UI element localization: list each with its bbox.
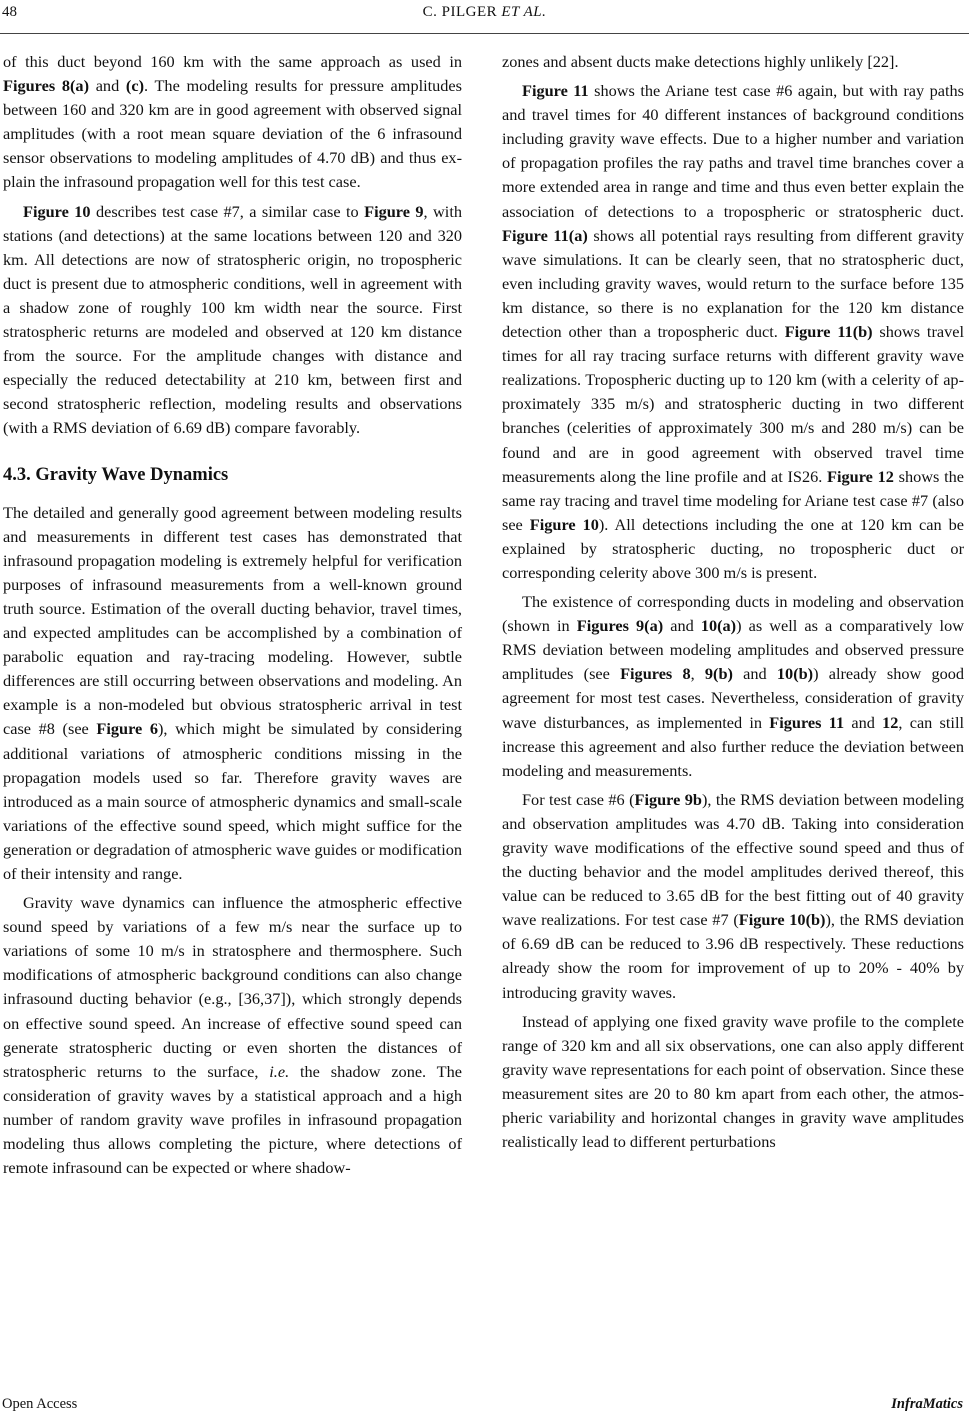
paragraph xyxy=(502,79,964,585)
figure-ref: Figure 10 xyxy=(529,514,599,534)
paragraph xyxy=(502,1010,964,1155)
text-run: shows all potential rays resulting from different gravity wave simulations. It can be clearly seen, that no stratospheric duct, even including gravity waves, would return to the surface before 135 km distance, so there is no explanation for the 120 km distance detection other than a tropospheric duct. xyxy=(502,225,964,342)
paragraph xyxy=(3,501,462,887)
text-run: ), which might be simulated by considering additional variations of atmospheric conditions missing in the propagation models used so far. Therefore gravity waves are introduced as a main source of atmospheric dynamics and small-scale variations of the effective sound speed, which might suffice for the generation or degradation of atmospheric wave guides or modification of their intensity and range. xyxy=(3,719,462,883)
figure-ref: (c) xyxy=(125,76,144,96)
text-run: . The modeling results for pressure amplitudes between 160 and 320 km are in good agreement with observed signal amplitudes (with a root mean square deviation of the 6 infrasound sensor observations to modeling amplitudes of 4.70 dB) and thus explain the infrasound propagation well for this test case. xyxy=(3,76,462,192)
text-run: , can still increase this agreement and also further reduce the deviation between modeling and measurements. xyxy=(502,712,964,780)
text-run: zones and absent ducts make detections highly unlikely [22]. xyxy=(502,52,899,71)
figure-ref: Figure 6 xyxy=(96,719,159,739)
figure-ref: Figure 11 xyxy=(522,81,589,101)
text-run: ), the RMS deviation of 6.69 dB can be reduced to 3.96 dB respectively. These reductions already show the room for improvement of up to 20% - 40% by introducing gravity waves. xyxy=(502,910,965,1002)
right-column xyxy=(502,50,964,1154)
text-run: For test case #6 ( xyxy=(522,789,635,809)
text-run: , with stations (and detections) at the same locations between 120 and 320 km. All detections are now of stratospheric origin, no tropospheric duct is present due to atmospheric conditions, well in agreement with a shadow zone of roughly 100 km width near the source. First stratospheric returns are modeled and observed at 120 km distance from the source. For the amplitude changes with distance and especially the reduced detectability at 210 km, between first and second stratospheric reflection, modeling results and observations (with a RMS deviation of 6.69 dB) compare favorably. xyxy=(3,201,462,438)
figure-ref: Figure 10 xyxy=(23,201,91,221)
text-run: shows travel times for all ray tracing surface returns with different gravity wave realizations. Tropospheric ducting up to 120 km (with a celerity of approximately 335 m/s) and stratospheric ducting in two different branches (celerities of approximately 300 m/s and 280 m/s) can be found and are in good agreement with observed travel time measurements along the line profile and at IS26. xyxy=(502,322,964,486)
figure-ref: Figure 10(b) xyxy=(738,910,826,930)
paragraph xyxy=(3,200,462,441)
figure-ref: Figure 11(a) xyxy=(502,225,588,245)
footer-journal: InfraMatics xyxy=(891,1396,963,1412)
text-run: ) as well as a comparatively low RMS deviation between modeling amplitudes and observed pressure amplitudes (see xyxy=(502,616,964,684)
running-head xyxy=(0,4,969,21)
text-run: and xyxy=(732,664,777,684)
page-number: 48 xyxy=(2,4,17,20)
section-heading: 4.3. Gravity Wave Dynamics xyxy=(3,464,229,485)
figure-ref: Figures 11 xyxy=(769,712,845,732)
paragraph xyxy=(3,50,462,195)
figure-ref: 10(b) xyxy=(776,664,814,684)
figure-ref: Figures 9(a) xyxy=(576,616,664,636)
figure-ref: Figure 11(b) xyxy=(784,322,873,342)
paragraph xyxy=(502,50,964,74)
text-run: The existence of corresponding ducts in modeling and observation (shown in xyxy=(502,592,964,636)
figure-ref: Figure 9b xyxy=(634,789,702,809)
italic-run: i.e. xyxy=(269,1061,290,1081)
text-run: The detailed and generally good agreement between modeling results and measurements in different test cases has demonstrated that infrasound propagation modeling is extremely helpful for verification purposes of infrasound measurements from a well-known ground truth source. Estimation of the overall ducting behavior, travel times, and expected amplitudes can be accomplished by a combination of parabolic equation and ray-tracing modeling. However, subtle differences are still occurring between observations and modeling. An example is a non-modeled but obvious stratospheric arrival in test case #8 (see xyxy=(3,502,462,739)
text-run: shows the Ariane test case #6 again, but with ray paths and travel times for 40 different instances of background conditions including gravity wave effects. Due to a higher number and variation of propagation profiles the ray paths and travel time branches cover a more extended area in range and time and thus even better explain the association of detections to a tropospheric or stratospheric duct. xyxy=(502,81,964,221)
page-header xyxy=(0,4,969,26)
running-head-etal: ET AL. xyxy=(501,4,547,20)
paragraph xyxy=(502,590,964,783)
footer-open-access: Open Access xyxy=(2,1396,78,1412)
text-run: describes test case #7, a similar case to xyxy=(90,201,365,221)
text-run: ), the RMS deviation between modeling and observation amplitudes was 4.70 dB. Taking into consideration gravity wave modifications of the effective sound speed and thus of the ducting behavior and the model amplitudes derived thereof, this value can be reduced to 3.65 dB for the best fitting out of 40 gravity wave realizations. For test case #7 ( xyxy=(502,789,964,930)
figure-ref: Figures 8 xyxy=(620,664,691,684)
running-head-author: C. PILGER xyxy=(422,4,498,20)
text-run: shows the same ray tracing and travel time modeling for Ariane test case #7 (also see xyxy=(502,466,964,534)
figure-ref: 9(b) xyxy=(704,664,733,684)
text-run: and xyxy=(844,712,883,732)
text-run: and xyxy=(89,76,126,96)
text-run: ). All detections including the one at 120 km can be explained by stratospheric ducting, no tropospheric duct or corresponding celerity above 300 m/s is present. xyxy=(502,514,964,582)
text-run: and xyxy=(663,616,701,636)
figure-ref: 12 xyxy=(882,712,899,732)
text-run: ) already show good agreement for most test cases. Nevertheless, consideration of gravity wave disturbances, as implemented in xyxy=(502,664,965,732)
figure-ref: 10(a) xyxy=(700,616,737,636)
figure-ref: Figure 12 xyxy=(827,466,894,486)
figure-ref: Figure 9 xyxy=(364,201,424,221)
header-rule xyxy=(0,33,969,34)
text-run: the shadow zone. The consideration of gravity waves by a statistical approach and a high number of random gravity wave profiles in infrasound propagation modeling thus allows completing the picture, where detections of remote infrasound can be expected or where shadow- xyxy=(3,1061,462,1178)
text-run: , xyxy=(690,664,705,684)
paragraph xyxy=(3,891,462,1180)
text-run: Instead of applying one fixed gravity wave profile to the complete range of 320 km and all six observations, one can also apply different gravity wave representations for each point of observation. Since these measurement sites are 20 to 80 km apart from each other, the atmospheric variability and horizontal changes in gravity wave amplitudes realistically lead to different perturbations xyxy=(502,1011,964,1152)
figure-ref: Figures 8(a) xyxy=(3,76,89,96)
text-run: Gravity wave dynamics can influence the atmospheric effective sound speed by variations of a few m/s near the surface up to variations of some 10 m/s in stratosphere and thermosphere. Such modifications of atmospheric background conditions can also change infrasound ducting behavior (e.g., [36,37]), which strongly depends on effective sound speed. An increase of effective sound speed can generate stratospheric ducting or even shorten the distances of stratospheric returns to the surface, xyxy=(3,893,462,1081)
text-run: of this duct beyond 160 km with the same approach as used in xyxy=(3,52,462,71)
paragraph xyxy=(502,788,964,1005)
left-column xyxy=(3,50,462,1180)
